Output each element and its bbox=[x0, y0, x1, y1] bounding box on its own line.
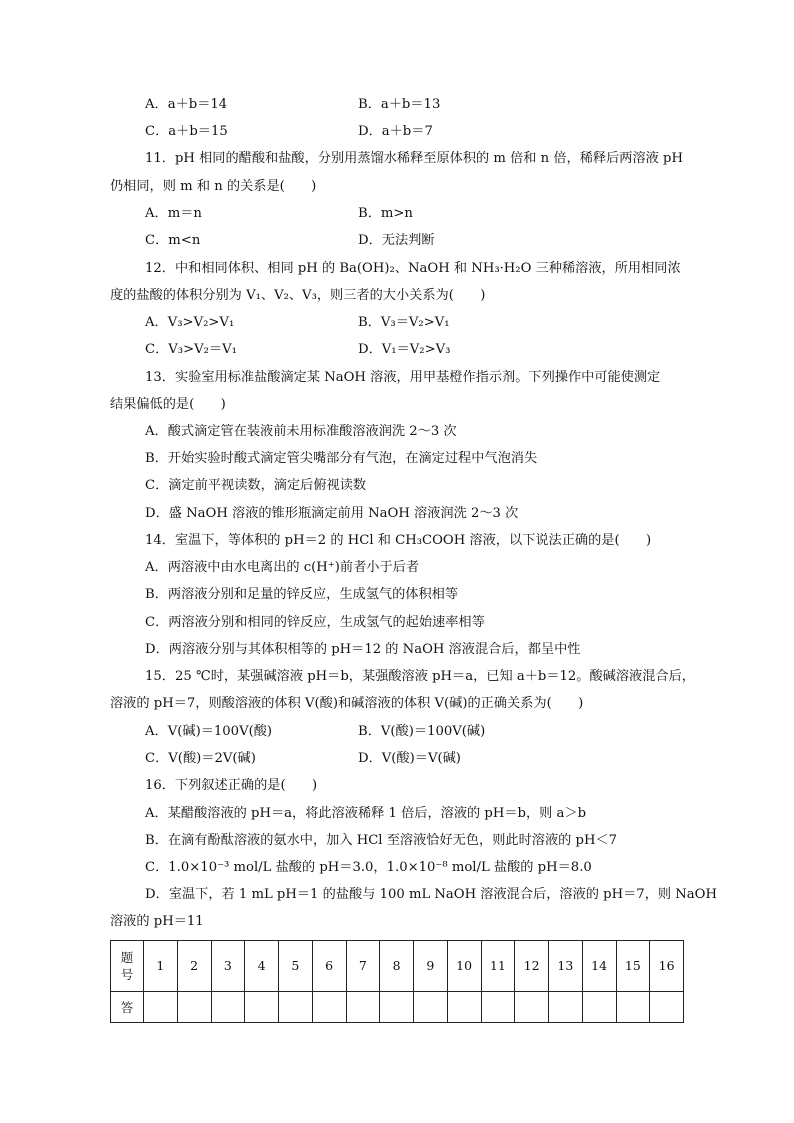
q11-option-b: B．m>n bbox=[358, 206, 413, 221]
question-number-cell: 1 bbox=[144, 941, 178, 992]
q11-stem-line2: 仍相同，则 m 和 n 的关系是( ) bbox=[110, 179, 317, 194]
q13-stem-line2: 结果偏低的是( ) bbox=[110, 397, 226, 412]
question-number-label bbox=[111, 941, 144, 992]
answer-cell[interactable] bbox=[211, 992, 245, 1023]
answer-cell[interactable] bbox=[650, 992, 684, 1023]
q10-option-b: B．a＋b＝13 bbox=[358, 97, 441, 112]
q16-option-a: A．某醋酸溶液的 pH＝a，将此溶液稀释 1 倍后，溶液的 pH＝b，则 a＞b bbox=[145, 806, 587, 821]
answer-cell[interactable] bbox=[279, 992, 313, 1023]
q16-option-d-line2: 溶液的 pH＝11 bbox=[110, 914, 204, 929]
question-number-cell: 11 bbox=[481, 941, 515, 992]
q10-option-a: A．a＋b＝14 bbox=[145, 97, 228, 112]
question-number-cell: 14 bbox=[582, 941, 616, 992]
q12-option-c: C．V₃>V₂＝V₁ bbox=[145, 342, 237, 357]
question-number-cell: 10 bbox=[447, 941, 481, 992]
question-number-cell: 13 bbox=[549, 941, 583, 992]
answer-table bbox=[110, 940, 684, 1023]
q14-option-c: C．两溶液分别和相同的锌反应，生成氢气的起始速率相等 bbox=[145, 615, 485, 630]
q10-option-c: C．a＋b＝15 bbox=[145, 124, 228, 139]
q14-option-b: B．两溶液分别和足量的锌反应，生成氢气的体积相等 bbox=[145, 587, 459, 602]
answer-cell[interactable] bbox=[447, 992, 481, 1023]
q10-option-d: D．a＋b＝7 bbox=[358, 124, 433, 139]
answer-table-answer-row bbox=[111, 992, 684, 1023]
answer-cell[interactable] bbox=[144, 992, 178, 1023]
q13-option-c: C．滴定前平视读数，滴定后俯视读数 bbox=[145, 478, 367, 493]
q15-option-a: A．V(碱)＝100V(酸) bbox=[145, 724, 273, 739]
question-number-cell: 4 bbox=[245, 941, 279, 992]
answer-cell[interactable] bbox=[177, 992, 211, 1023]
answer-cell[interactable] bbox=[312, 992, 346, 1023]
q16-option-d-line1: D．室温下，若 1 mL pH＝1 的盐酸与 100 mL NaOH 溶液混合后，溶液的 pH＝7，则 NaOH bbox=[145, 887, 717, 902]
q11-stem-line1: 11．pH 相同的醋酸和盐酸，分别用蒸馏水稀释至原体积的 m 倍和 n 倍，稀释后两溶液 pH bbox=[145, 151, 683, 166]
q14-option-a: A．两溶液中由水电离出的 c(H⁺)前者小于后者 bbox=[145, 560, 420, 575]
answer-table-header-row bbox=[111, 941, 684, 992]
q11-option-a: A．m＝n bbox=[145, 206, 202, 221]
q12-stem-line1: 12．中和相同体积、相同 pH 的 Ba(OH)₂、NaOH 和 NH₃·H₂O 三种稀溶液，所用相同浓 bbox=[145, 261, 681, 276]
q12-stem-line2: 度的盐酸的体积分别为 V₁、V₂、V₃，则三者的大小关系为( ) bbox=[110, 288, 486, 303]
answer-cell[interactable] bbox=[515, 992, 549, 1023]
question-number-cell: 3 bbox=[211, 941, 245, 992]
answer-cell[interactable] bbox=[549, 992, 583, 1023]
q15-option-c: C．V(酸)＝2V(碱) bbox=[145, 751, 256, 766]
q14-stem-line1: 14．室温下，等体积的 pH＝2 的 HCl 和 CH₃COOH 溶液，以下说法正确的是( ) bbox=[145, 533, 652, 548]
question-number-cell: 12 bbox=[515, 941, 549, 992]
q13-option-a: A．酸式滴定管在装液前未用标准酸溶液润洗 2～3 次 bbox=[145, 424, 457, 439]
question-number-cell: 7 bbox=[346, 941, 380, 992]
q11-option-d: D．无法判断 bbox=[358, 233, 435, 248]
q13-option-d: D．盛 NaOH 溶液的锥形瓶滴定前用 NaOH 溶液润洗 2～3 次 bbox=[145, 506, 519, 521]
q12-option-a: A．V₃>V₂>V₁ bbox=[145, 315, 235, 330]
question-number-cell: 9 bbox=[414, 941, 448, 992]
q15-option-b: B．V(酸)＝100V(碱) bbox=[358, 724, 486, 739]
answer-cell[interactable] bbox=[346, 992, 380, 1023]
answer-cell[interactable] bbox=[414, 992, 448, 1023]
question-number-label-text: 题 号 bbox=[120, 950, 134, 982]
q16-option-c: C．1.0×10⁻³ mol/L 盐酸的 pH＝3.0，1.0×10⁻⁸ mol/L 盐酸的 pH＝8.0 bbox=[145, 860, 592, 875]
answer-cell[interactable] bbox=[245, 992, 279, 1023]
answer-cell[interactable] bbox=[582, 992, 616, 1023]
q15-stem-line2: 溶液的 pH＝7，则酸溶液的体积 V(酸)和碱溶液的体积 V(碱)的正确关系为( ) bbox=[110, 696, 584, 711]
answer-cell[interactable] bbox=[481, 992, 515, 1023]
question-number-cell: 16 bbox=[650, 941, 684, 992]
q13-option-b: B．开始实验时酸式滴定管尖嘴部分有气泡，在滴定过程中气泡消失 bbox=[145, 451, 538, 466]
q16-stem-line1: 16．下列叙述正确的是( ) bbox=[145, 778, 318, 793]
q12-option-d: D．V₁＝V₂>V₃ bbox=[358, 342, 451, 357]
q12-option-b: B．V₃＝V₂>V₁ bbox=[358, 315, 450, 330]
q16-option-b: B．在滴有酚酞溶液的氨水中，加入 HCl 至溶液恰好无色，则此时溶液的 pH＜7 bbox=[145, 833, 618, 848]
q14-option-d: D．两溶液分别与其体积相等的 pH＝12 的 NaOH 溶液混合后，都呈中性 bbox=[145, 642, 581, 657]
question-number-cell: 2 bbox=[177, 941, 211, 992]
question-number-cell: 6 bbox=[312, 941, 346, 992]
q13-stem-line1: 13．实验室用标准盐酸滴定某 NaOH 溶液，用甲基橙作指示剂。下列操作中可能使测定 bbox=[145, 370, 661, 385]
q11-option-c: C．m<n bbox=[145, 233, 201, 248]
question-number-cell: 8 bbox=[380, 941, 414, 992]
question-number-cell: 5 bbox=[279, 941, 313, 992]
question-number-cell: 15 bbox=[616, 941, 650, 992]
q15-option-d: D．V(酸)＝V(碱) bbox=[358, 751, 461, 766]
answer-label: 答 bbox=[111, 992, 144, 1023]
answer-cell[interactable] bbox=[380, 992, 414, 1023]
q15-stem-line1: 15．25 ℃时，某强碱溶液 pH＝b，某强酸溶液 pH＝a，已知 a＋b＝12。酸碱溶液混合后， bbox=[145, 669, 695, 684]
answer-cell[interactable] bbox=[616, 992, 650, 1023]
